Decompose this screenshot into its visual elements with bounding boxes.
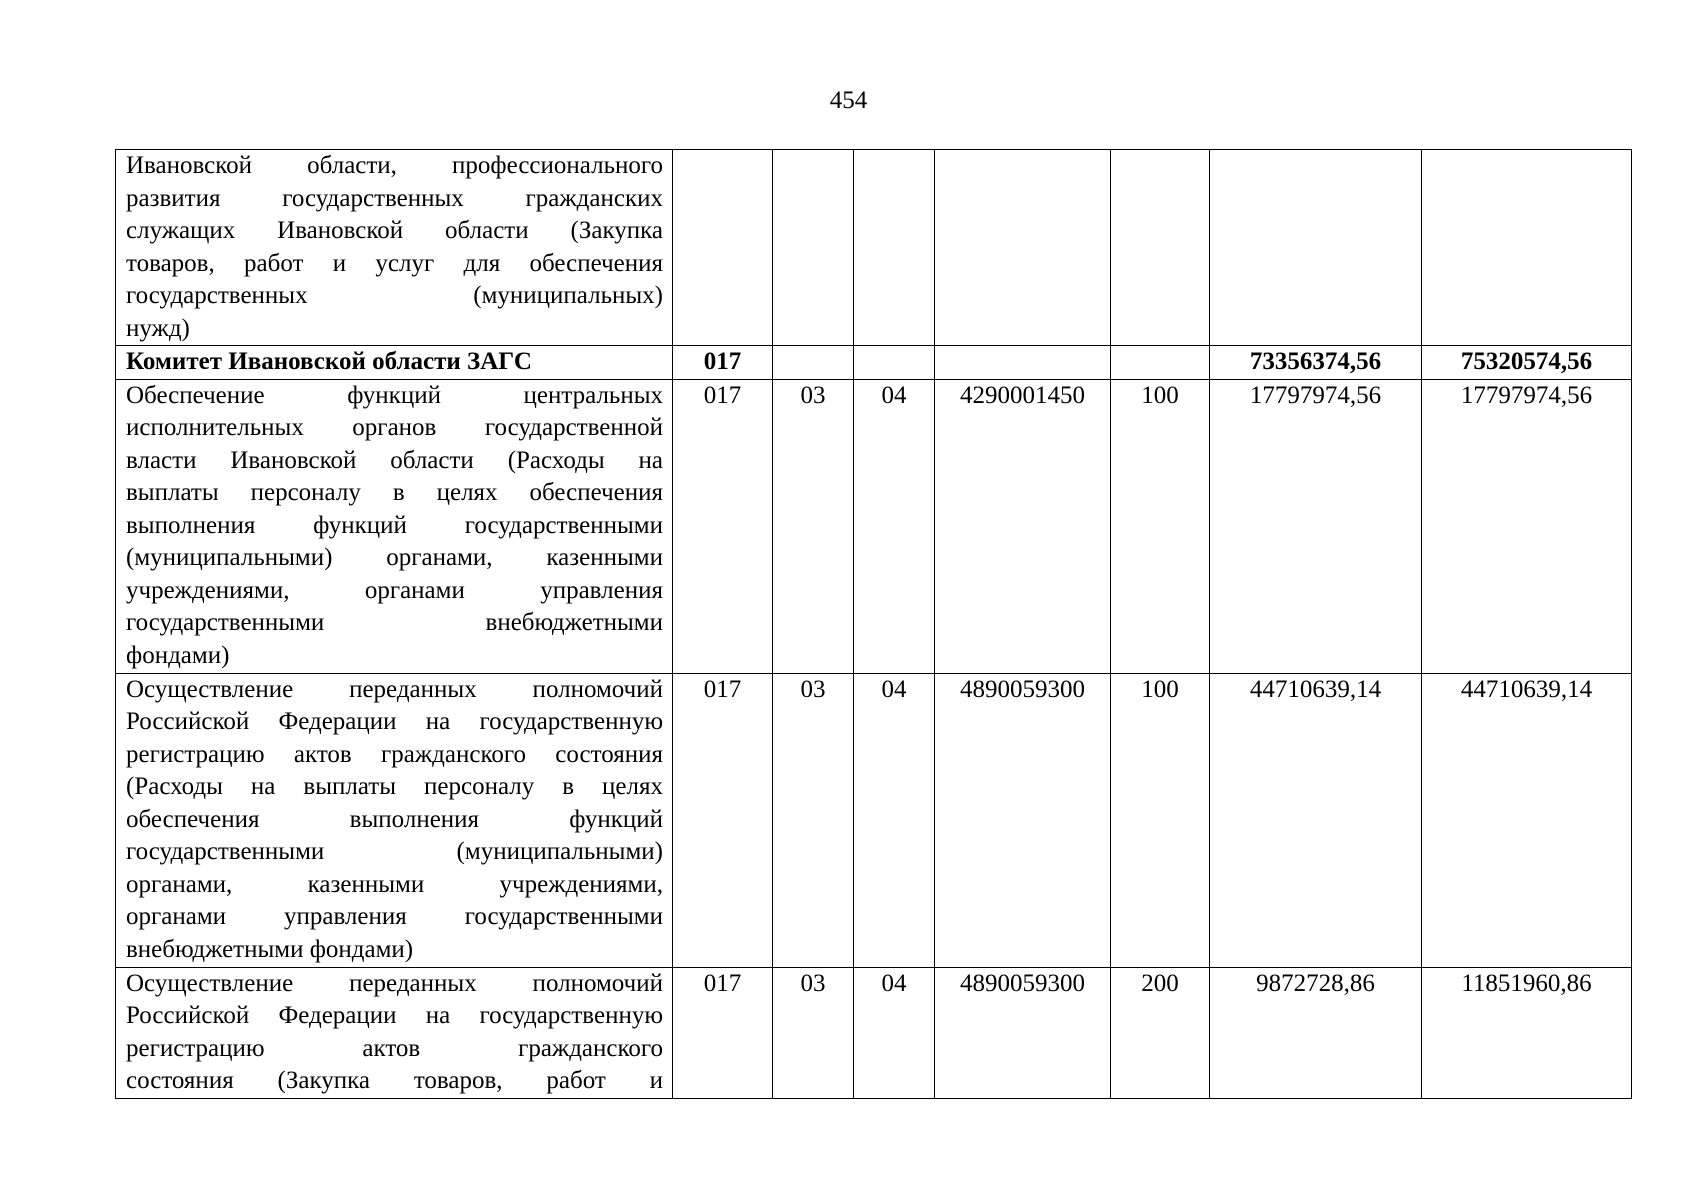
- ministry-code: [673, 150, 773, 346]
- table-row: [116, 967, 1632, 1098]
- desc-line: исполнительных органов государственной: [126, 414, 663, 441]
- section-code: [773, 150, 854, 346]
- row-description: [116, 150, 673, 346]
- expense-type-code: [1111, 150, 1210, 346]
- desc-line: государственными (муниципальными): [126, 838, 663, 865]
- ministry-code: 017: [673, 967, 773, 1098]
- sum-year-1: 73356374,56: [1210, 346, 1422, 380]
- sum-year-2: [1422, 150, 1632, 346]
- desc-line: служащих Ивановской области (Закупка: [126, 217, 663, 244]
- sum-year-1: 44710639,14: [1210, 673, 1422, 967]
- desc-line: государственными внебюджетными: [126, 609, 663, 636]
- row-description: Комитет Ивановской области ЗАГС: [116, 346, 673, 380]
- section-code: 03: [773, 673, 854, 967]
- sum-year-2: 11851960,86: [1422, 967, 1632, 1098]
- desc-line: фондами): [126, 641, 230, 669]
- desc-line: Ивановской области, профессионального: [126, 152, 663, 179]
- section-code: [773, 346, 854, 380]
- subsection-code: [854, 150, 935, 346]
- desc-line: Осуществление переданных полномочий: [126, 675, 663, 703]
- subsection-code: 04: [854, 379, 935, 673]
- sum-year-2: 44710639,14: [1422, 673, 1632, 967]
- page-number: 454: [829, 87, 868, 114]
- sum-year-2: 75320574,56: [1422, 346, 1632, 380]
- desc-line: обеспечения выполнения функций: [126, 805, 663, 833]
- desc-line: нужд): [126, 314, 190, 342]
- target-code: [935, 150, 1111, 346]
- target-code: 4290001450: [935, 379, 1111, 673]
- section-code: 03: [773, 967, 854, 1098]
- table-row: [116, 673, 1632, 967]
- target-code: 4890059300: [935, 967, 1111, 1098]
- desc-line: регистрацию актов гражданского: [126, 1034, 663, 1062]
- table-row: [116, 150, 1632, 346]
- target-code: [935, 346, 1111, 380]
- desc-line: регистрацию актов гражданского состояния: [126, 740, 663, 768]
- budget-table: [115, 149, 1632, 1099]
- desc-line: выполнения функций государственными: [126, 511, 663, 539]
- expense-type-code: 100: [1111, 673, 1210, 967]
- desc-line: выплаты персоналу в целях обеспечения: [126, 479, 663, 506]
- subsection-code: 04: [854, 967, 935, 1098]
- desc-line: состояния (Закупка товаров, работ и: [126, 1067, 663, 1094]
- desc-line: Российской Федерации на государственную: [126, 708, 663, 735]
- row-description: [116, 379, 673, 673]
- table-row: [116, 346, 1632, 380]
- expense-type-code: [1111, 346, 1210, 380]
- table-row: [116, 379, 1632, 673]
- subsection-code: [854, 346, 935, 380]
- desc-line: Обеспечение функций центральных: [126, 381, 663, 409]
- target-code: 4890059300: [935, 673, 1111, 967]
- desc-line: внебюджетными фондами): [126, 935, 414, 963]
- desc-line: государственных (муниципальных): [126, 282, 663, 309]
- row-description: [116, 967, 673, 1098]
- desc-line: (Расходы на выплаты персоналу в целях: [126, 773, 663, 800]
- desc-line: товаров, работ и услуг для обеспечения: [126, 249, 663, 277]
- desc-line: органами управления государственными: [126, 903, 663, 930]
- sum-year-2: 17797974,56: [1422, 379, 1632, 673]
- ministry-code: 017: [673, 346, 773, 380]
- desc-line: (муниципальными) органами, казенными: [126, 544, 663, 571]
- desc-line: учреждениями, органами управления: [126, 576, 663, 604]
- desc-line: Российской Федерации на государственную: [126, 1002, 663, 1029]
- expense-type-code: 200: [1111, 967, 1210, 1098]
- sum-year-1: 9872728,86: [1210, 967, 1422, 1098]
- section-code: 03: [773, 379, 854, 673]
- ministry-code: 017: [673, 673, 773, 967]
- sum-year-1: 17797974,56: [1210, 379, 1422, 673]
- desc-line: Осуществление переданных полномочий: [126, 969, 663, 997]
- row-description: [116, 673, 673, 967]
- subsection-code: 04: [854, 673, 935, 967]
- ministry-code: 017: [673, 379, 773, 673]
- desc-line: органами, казенными учреждениями,: [126, 870, 663, 898]
- sum-year-1: [1210, 150, 1422, 346]
- expense-type-code: 100: [1111, 379, 1210, 673]
- desc-line: власти Ивановской области (Расходы на: [126, 446, 663, 474]
- desc-line: развития государственных гражданских: [126, 184, 663, 212]
